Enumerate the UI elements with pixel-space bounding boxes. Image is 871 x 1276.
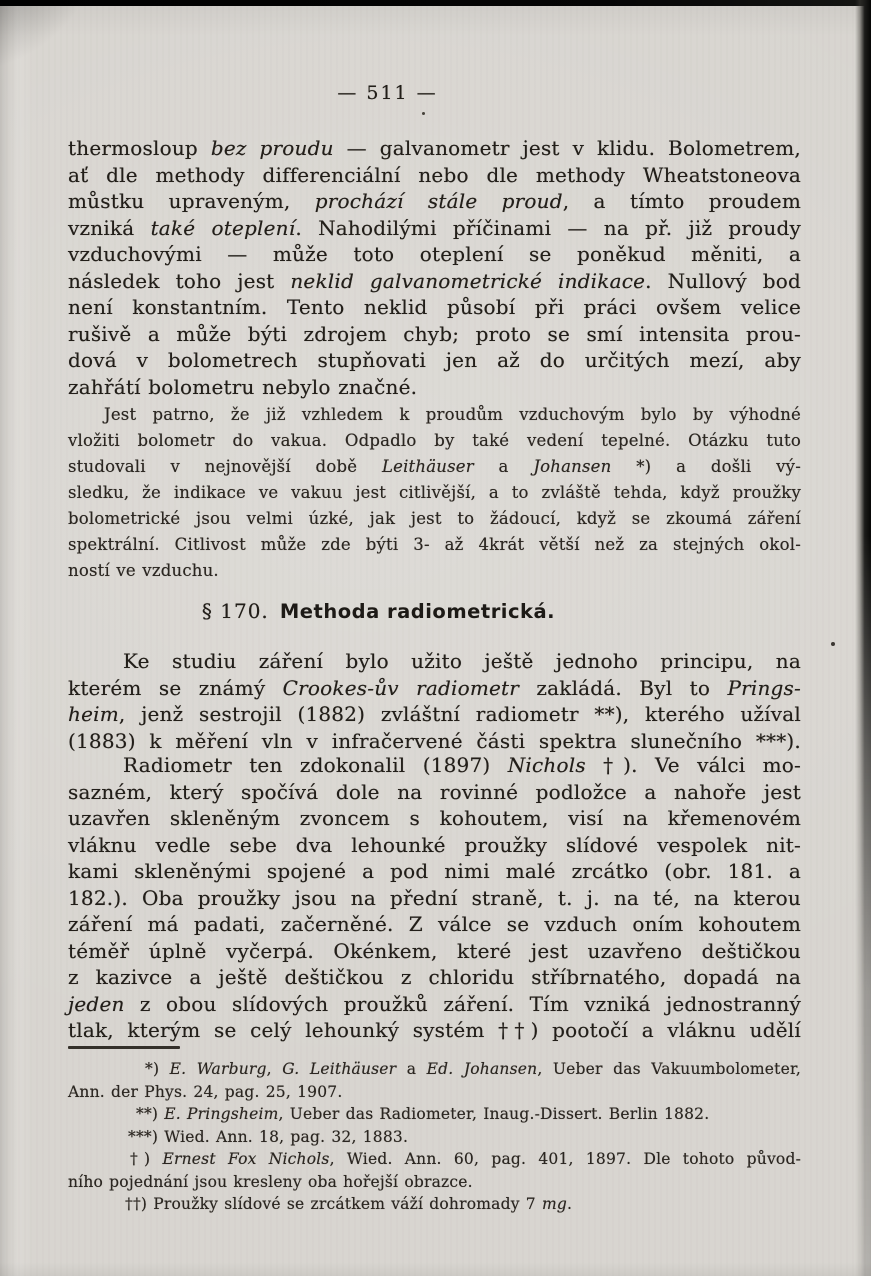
text-line — [68, 858, 801, 885]
text-segment: sledku, že indikace ve vakuu jest citlivější, a to zvláště tehda, když proužky — [68, 483, 801, 502]
scan-edge-top — [0, 0, 871, 6]
text-line — [68, 532, 801, 558]
text-segment: zahřátí bolometru nebylo značné. — [68, 374, 418, 399]
small-print-vacuum-note — [68, 402, 801, 584]
text-segment: a — [473, 457, 534, 476]
text-segment: ního pojednání jsou kresleny oba hořejší obrazce. — [68, 1172, 473, 1191]
section-title: Methoda radiometrická. — [279, 600, 556, 623]
paragraph-bolometer-continuation — [68, 135, 801, 400]
text-line — [68, 938, 801, 965]
text-segment: Ed. Johansen — [426, 1060, 538, 1078]
text-line — [68, 752, 801, 779]
text-line — [68, 1081, 801, 1104]
text-line — [68, 832, 801, 859]
text-line — [68, 454, 801, 480]
text-line — [68, 347, 801, 374]
text-line — [68, 1126, 801, 1149]
text-segment: thermosloup — [68, 136, 211, 160]
text-line — [68, 701, 801, 728]
text-segment: z obou slídových proužků záření. Tím vzniká jednostranný — [124, 991, 801, 1016]
text-line — [68, 135, 801, 162]
text-segment: neklid galvanometrické indikace — [290, 268, 646, 293]
text-line — [68, 1103, 801, 1126]
text-line — [68, 991, 801, 1018]
text-line — [68, 402, 801, 428]
footnotes-block — [68, 1058, 801, 1216]
text-segment: Crookes-ův radiometr — [282, 675, 520, 700]
text-line — [68, 428, 801, 454]
text-segment: ††) Proužky slídové se zrcátkem váží dohromady 7 — [125, 1195, 542, 1213]
text-line — [68, 558, 801, 584]
text-segment: bez proudu — [210, 136, 334, 160]
ink-speck — [422, 112, 425, 115]
text-segment: Ernest Fox Nichols — [162, 1150, 330, 1168]
text-segment: **) — [136, 1105, 165, 1123]
text-line — [68, 162, 801, 189]
text-line — [68, 1148, 801, 1171]
text-line — [68, 268, 801, 295]
text-segment: Johansen — [533, 457, 612, 476]
text-line — [68, 805, 801, 832]
text-segment: studovali v nejnovější době — [68, 457, 382, 476]
text-segment: dová v bolometrech stupňovati jen až do určitých mezí, aby — [68, 348, 801, 372]
text-segment: *) a došli vý- — [611, 457, 801, 476]
text-segment: Radiometr ten zdokonalil (1897) — [123, 753, 508, 777]
text-segment: kami skleněnými spojené a pod nimi malé zrcátko (obr. 181. a — [68, 859, 801, 883]
text-segment: . — [567, 1195, 573, 1213]
text-line — [68, 215, 801, 242]
text-segment: téměř úplně vyčerpá. Okénkem, které jest uzavřeno deštičkou — [68, 938, 801, 963]
text-line — [68, 1171, 801, 1194]
section-number: § 170. — [201, 599, 269, 623]
text-segment: Prings- — [727, 675, 801, 700]
text-segment: rušivě a může býti zdrojem chyb; proto se smí intensita prou- — [68, 321, 801, 346]
text-segment: , Wied. Ann. 60, pag. 401, 1897. Dle tohoto původ- — [329, 1150, 802, 1168]
text-segment: . Nullový bod — [645, 268, 801, 293]
text-line — [68, 779, 801, 806]
page-number: — 511 — — [337, 82, 438, 104]
text-line — [68, 648, 801, 675]
text-line — [68, 374, 801, 401]
text-segment: prochází stále proud — [314, 189, 563, 213]
text-line — [68, 885, 801, 912]
text-segment: . Nahodilými příčinami — na př. již proudy — [295, 215, 802, 240]
text-segment: 182.). Oba proužky jsou na přední straně, t. j. na té, na kterou — [68, 885, 801, 910]
text-segment: (1883) k měření vln v infračervené části spektra slunečního ***). — [68, 728, 801, 753]
text-segment: †). Ve válci mo- — [585, 753, 801, 777]
text-segment: ností ve vzduchu. — [68, 561, 219, 580]
text-segment: E. Warburg — [169, 1060, 267, 1078]
text-segment: bolometrické jsou velmi úzké, jak jest to žádoucí, když se zkoumá záření — [68, 509, 801, 528]
text-line — [68, 675, 801, 702]
text-segment: , — [266, 1060, 283, 1078]
text-segment: *) — [145, 1060, 170, 1078]
text-segment: můstku upraveným, — [68, 189, 315, 213]
text-segment: mg — [541, 1195, 568, 1213]
text-segment: vláknu vedle sebe dva lehounké proužky slídové vespolek nit- — [68, 832, 801, 857]
text-line — [68, 480, 801, 506]
text-line — [68, 1058, 801, 1081]
text-segment: Jest patrno, že již vzhledem k proudům vzduchovým bylo by výhodné — [104, 405, 801, 424]
text-line — [68, 728, 801, 755]
text-segment: , a tímto proudem — [562, 189, 801, 213]
text-segment: a — [396, 1060, 427, 1078]
paragraph-radiometer-principle — [68, 648, 801, 754]
text-line — [68, 1017, 801, 1044]
text-segment: vložiti bolometr do vakua. Odpadlo by také vedení tepelné. Otázku tuto — [68, 431, 801, 450]
text-segment: následek toho jest — [68, 268, 291, 293]
footnote-divider-rule — [68, 1046, 180, 1049]
text-line — [68, 911, 801, 938]
text-line — [68, 321, 801, 348]
text-segment: uzavřen skleněným zvoncem s kohoutem, visí na křemenovém — [68, 806, 801, 830]
text-segment: není konstantním. Tento neklid působí při práci ovšem velice — [68, 295, 801, 319]
text-segment: heim — [68, 702, 119, 726]
text-segment: Ann. der Phys. 24, pag. 25, 1907. — [68, 1082, 343, 1101]
text-segment: spektrální. Citlivost může zde býti 3- až 4krát větší než za stejných okol- — [68, 535, 801, 554]
text-segment: také oteplení — [150, 215, 296, 240]
text-segment: ***) Wied. Ann. 18, pag. 32, 1883. — [128, 1127, 409, 1146]
text-segment: tlak, kterým se celý lehounký systém ††) pootočí a vláknu udělí — [68, 1018, 801, 1042]
text-segment: Nichols — [507, 753, 586, 777]
paragraph-nichols-radiometer — [68, 752, 801, 1044]
text-line — [68, 294, 801, 321]
section-heading — [12, 599, 745, 623]
text-line — [68, 241, 801, 268]
text-segment: sazném, který spočívá dole na rovinné podložce a nahoře jest — [68, 779, 801, 804]
text-segment: Ke studiu záření bylo užito ještě jednoho principu, na — [123, 649, 801, 673]
text-line — [68, 188, 801, 215]
ink-speck — [831, 642, 835, 646]
text-segment: jeden — [68, 991, 125, 1016]
text-segment: zakládá. Byl to — [519, 675, 728, 700]
text-segment: — galvanometr jest v klidu. Bolometrem, — [333, 136, 801, 160]
text-segment: z kazivce a ještě deštičkou z chloridu stříbrnatého, dopadá na — [68, 965, 801, 989]
text-segment: vzniká — [68, 215, 151, 240]
text-segment: E. Pringsheim — [164, 1105, 279, 1123]
text-segment: , jenž sestrojil (1882) zvláštní radiometr **), kterého užíval — [118, 702, 801, 726]
text-line — [68, 1193, 801, 1216]
text-segment: , Ueber das Radiometer, Inaug.-Dissert. Berlin 1882. — [278, 1105, 710, 1123]
text-segment: kterém se známý — [68, 675, 283, 700]
text-segment: záření má padati, začerněné. Z válce se vzduch oním kohoutem — [68, 912, 801, 936]
scan-edge-right — [855, 0, 871, 1276]
text-segment: , Ueber das Vakuumbolometer, — [537, 1060, 802, 1078]
text-line — [68, 506, 801, 532]
text-segment: ať dle methody differenciální nebo dle methody Wheatstoneova — [68, 162, 801, 187]
text-segment: Leithäuser — [381, 457, 474, 476]
text-segment: †) — [130, 1150, 163, 1168]
text-segment: G. Leithäuser — [282, 1060, 397, 1078]
text-line — [68, 964, 801, 991]
text-segment: vzduchovými — může toto oteplení se poněkud měniti, a — [68, 242, 801, 266]
